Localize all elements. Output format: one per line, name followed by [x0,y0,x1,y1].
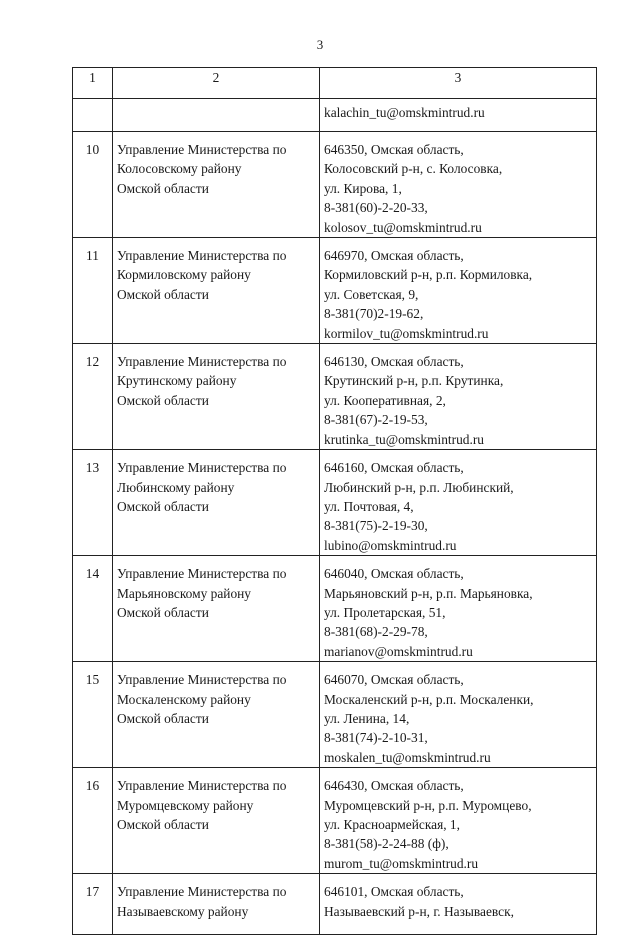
department-name-cell [113,238,320,344]
address-line: 646070, Омская область, [324,672,464,688]
email-line: marianov@omskmintrud.ru [324,643,473,659]
department-name-line: Крутинскому району [117,373,237,389]
address-line: 8-381(68)-2-29-78, [324,624,428,640]
row-number-cell: 13 [73,450,113,556]
address-line: kalachin_tu@omskmintrud.ru [324,105,485,120]
table-row [73,238,597,344]
department-name-line: Омской области [117,392,209,408]
department-name-line: Москаленскому району [117,691,251,707]
department-name-cell [113,662,320,768]
address-line: Кормиловский р-н, р.п. Кормиловка, [324,267,533,283]
table-row [73,662,597,768]
department-name-cell [113,99,320,132]
address-line: Колосовский р-н, с. Колосовка, [324,161,503,177]
address-cell [320,874,597,935]
department-name-line: Управление Министерства по [117,884,287,900]
department-name-line: Управление Министерства по [117,566,287,582]
department-name-line: Муромцевскому району [117,797,254,813]
department-name-line: Омской области [117,286,209,302]
departments-table [72,67,597,935]
email-line: krutinka_tu@omskmintrud.ru [324,431,484,447]
header-cell-name: 2 [113,68,320,99]
department-name-cell [113,556,320,662]
address-line: 646040, Омская область, [324,566,464,582]
department-name-cell [113,874,320,935]
address-cell [320,99,597,132]
department-name-line: Омской области [117,817,209,832]
department-name-line: Марьяновскому району [117,585,252,601]
address-line: Муромцевский р-н, р.п. Муромцево, [324,797,532,813]
row-number-cell [73,99,113,132]
table-row [73,132,597,238]
address-cell [320,132,597,238]
department-name-line: Омской области [117,710,209,726]
department-name-line: Омской области [117,604,209,620]
email-line: murom_tu@omskmintrud.ru [324,855,479,871]
address-line: ул. Почтовая, 4, [324,498,414,514]
address-line: 8-381(67)-2-19-53, [324,412,428,428]
address-line: Любинский р-н, р.п. Любинский, [324,479,514,495]
address-line: Крутинский р-н, р.п. Крутинка, [324,373,504,389]
address-line: 646101, Омская область, [324,884,464,900]
address-cell [320,556,597,662]
department-name-line: Любинскому району [117,479,235,495]
row-number-cell: 14 [73,556,113,662]
header-cell-num: 1 [73,68,113,99]
address-line: 8-381(75)-2-19-30, [324,518,428,534]
row-number-cell: 15 [73,662,113,768]
row-number-cell: 12 [73,344,113,450]
address-line: 646430, Омская область, [324,778,464,794]
table-row [73,344,597,450]
email-line: kolosov_tu@omskmintrud.ru [324,219,482,235]
row-number-cell: 11 [73,238,113,344]
table-row [73,768,597,874]
email-line: kormilov_tu@omskmintrud.ru [324,325,489,341]
department-name-line: Омской области [117,180,209,196]
row-number-cell: 16 [73,768,113,874]
table-row [73,874,597,935]
continuation-row [73,99,597,132]
address-cell [320,662,597,768]
address-line: 646160, Омская область, [324,460,464,476]
address-line: Марьяновский р-н, р.п. Марьяновка, [324,585,533,601]
table-header-row [73,68,597,99]
department-name-cell [113,450,320,556]
table-row [73,450,597,556]
row-number-cell: 17 [73,874,113,935]
email-line: moskalen_tu@omskmintrud.ru [324,749,491,765]
address-cell [320,238,597,344]
department-name-line: Называевскому району [117,903,249,919]
department-name-line: Колосовскому району [117,161,242,177]
address-line: 8-381(74)-2-10-31, [324,730,428,746]
department-name-cell [113,344,320,450]
address-line: ул. Пролетарская, 51, [324,604,446,620]
address-line: 8-381(58)-2-24-88 (ф), [324,836,449,852]
department-name-line: Управление Министерства по [117,354,287,370]
address-line: 646970, Омская область, [324,248,464,264]
address-line: 8-381(70)2-19-62, [324,306,424,322]
header-cell-address: 3 [320,68,597,99]
email-line: lubino@omskmintrud.ru [324,537,457,553]
department-name-cell [113,132,320,238]
address-line: ул. Красноармейская, 1, [324,817,460,832]
department-name-line: Кормиловскому району [117,267,251,283]
department-name-line: Управление Министерства по [117,672,287,688]
department-name-line: Управление Министерства по [117,460,287,476]
address-line: 646130, Омская область, [324,354,464,370]
address-line: Называевский р-н, г. Называевск, [324,903,514,919]
table-row [73,556,597,662]
department-name-cell [113,768,320,874]
address-cell [320,768,597,874]
address-line: 8-381(60)-2-20-33, [324,200,428,216]
row-number-cell: 10 [73,132,113,238]
address-line: Москаленский р-н, р.п. Москаленки, [324,691,534,707]
department-name-line: Управление Министерства по [117,248,287,264]
address-line: 646350, Омская область, [324,142,464,157]
page-number: 3 [316,37,324,52]
address-cell [320,450,597,556]
address-line: ул. Кирова, 1, [324,180,402,196]
table-body [73,68,597,935]
address-cell [320,344,597,450]
address-line: ул. Советская, 9, [324,286,419,302]
department-name-line: Управление Министерства по [117,778,287,794]
department-name-line: Омской области [117,498,209,514]
department-name-line: Управление Министерства по [117,142,287,157]
address-line: ул. Ленина, 14, [324,710,410,726]
address-line: ул. Кооперативная, 2, [324,392,446,408]
